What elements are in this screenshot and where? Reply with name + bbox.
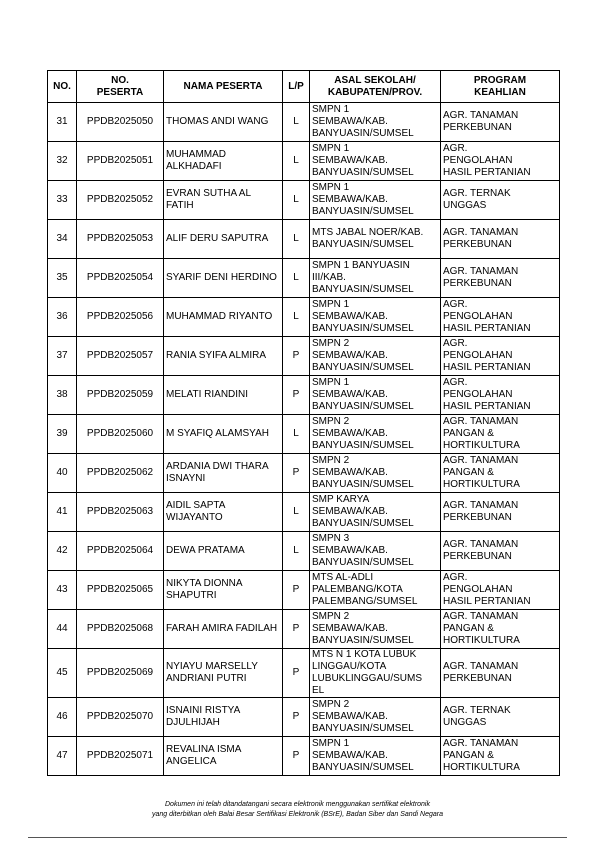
participant-name: FARAH AMIRA FADILAH xyxy=(164,610,283,649)
school-origin: SMPN 1 SEMBAWA/KAB. BANYUASIN/SUMSEL xyxy=(310,298,441,337)
row-number: 37 xyxy=(48,337,77,376)
table-row xyxy=(48,737,560,776)
row-number: 38 xyxy=(48,376,77,415)
participant-gender: L xyxy=(283,298,310,337)
program-expertise: AGR. TANAMAN PERKEBUNAN xyxy=(441,649,560,698)
school-origin: SMPN 2 SEMBAWA/KAB. BANYUASIN/SUMSEL xyxy=(310,415,441,454)
header-program: PROGRAM KEAHLIAN xyxy=(441,71,560,103)
row-number: 46 xyxy=(48,698,77,737)
participant-name: DEWA PRATAMA xyxy=(164,532,283,571)
table-row xyxy=(48,103,560,142)
table-row xyxy=(48,493,560,532)
school-origin: SMPN 2 SEMBAWA/KAB. BANYUASIN/SUMSEL xyxy=(310,337,441,376)
participant-name: RANIA SYIFA ALMIRA xyxy=(164,337,283,376)
table-row xyxy=(48,571,560,610)
participant-number: PPDB2025068 xyxy=(77,610,164,649)
header-gender: L/P xyxy=(283,71,310,103)
participant-gender: P xyxy=(283,649,310,698)
program-expertise: AGR. TANAMAN PERKEBUNAN xyxy=(441,493,560,532)
program-expertise: AGR. PENGOLAHAN HASIL PERTANIAN xyxy=(441,298,560,337)
participant-number: PPDB2025056 xyxy=(77,298,164,337)
participant-number: PPDB2025064 xyxy=(77,532,164,571)
school-origin: MTS JABAL NOER/KAB. BANYUASIN/SUMSEL xyxy=(310,220,441,259)
school-origin: SMPN 1 SEMBAWA/KAB. BANYUASIN/SUMSEL xyxy=(310,103,441,142)
school-origin: SMPN 1 SEMBAWA/KAB. BANYUASIN/SUMSEL xyxy=(310,376,441,415)
electronic-signature-notice xyxy=(0,800,595,820)
participant-name: REVALINA ISMA ANGELICA xyxy=(164,737,283,776)
school-origin: SMPN 2 SEMBAWA/KAB. BANYUASIN/SUMSEL xyxy=(310,698,441,737)
table-body xyxy=(48,103,560,776)
participant-gender: P xyxy=(283,571,310,610)
school-origin: SMPN 1 SEMBAWA/KAB. BANYUASIN/SUMSEL xyxy=(310,181,441,220)
program-expertise: AGR. TANAMAN PERKEBUNAN xyxy=(441,532,560,571)
table-row xyxy=(48,415,560,454)
participant-number: PPDB2025050 xyxy=(77,103,164,142)
table-row xyxy=(48,649,560,698)
participant-number: PPDB2025070 xyxy=(77,698,164,737)
table-row xyxy=(48,142,560,181)
participant-name: M SYAFIQ ALAMSYAH xyxy=(164,415,283,454)
participant-name: SYARIF DENI HERDINO xyxy=(164,259,283,298)
row-number: 35 xyxy=(48,259,77,298)
header-school-origin: ASAL SEKOLAH/ KABUPATEN/PROV. xyxy=(310,71,441,103)
participant-number: PPDB2025065 xyxy=(77,571,164,610)
footer-line-2: yang diterbitkan oleh Balai Besar Sertifikasi Elektronik (BSrE), Badan Siber dan Sandi Negara xyxy=(151,811,444,818)
school-origin: SMPN 1 SEMBAWA/KAB. BANYUASIN/SUMSEL xyxy=(310,737,441,776)
row-number: 40 xyxy=(48,454,77,493)
school-origin: SMPN 1 BANYUASIN III/KAB. BANYUASIN/SUMSEL xyxy=(310,259,441,298)
participant-gender: L xyxy=(283,220,310,259)
row-number: 41 xyxy=(48,493,77,532)
program-expertise: AGR. TANAMAN PANGAN & HORTIKULTURA xyxy=(441,454,560,493)
participant-table xyxy=(47,70,560,776)
school-origin: SMPN 2 SEMBAWA/KAB. BANYUASIN/SUMSEL xyxy=(310,610,441,649)
table-row xyxy=(48,259,560,298)
program-expertise: AGR. TERNAK UNGGAS xyxy=(441,698,560,737)
participant-gender: L xyxy=(283,103,310,142)
participant-gender: L xyxy=(283,181,310,220)
table-header-row xyxy=(48,71,560,103)
row-number: 43 xyxy=(48,571,77,610)
table-row xyxy=(48,337,560,376)
school-origin: MTS N 1 KOTA LUBUK LINGGAU/KOTA LUBUKLINGGAU/SUMS EL xyxy=(310,649,441,698)
participant-gender: L xyxy=(283,532,310,571)
row-number: 42 xyxy=(48,532,77,571)
participant-number: PPDB2025063 xyxy=(77,493,164,532)
row-number: 39 xyxy=(48,415,77,454)
header-participant-number: NO. PESERTA xyxy=(77,71,164,103)
footer-divider xyxy=(28,837,567,838)
row-number: 33 xyxy=(48,181,77,220)
school-origin: SMPN 3 SEMBAWA/KAB. BANYUASIN/SUMSEL xyxy=(310,532,441,571)
row-number: 36 xyxy=(48,298,77,337)
participant-name: MUHAMMAD ALKHADAFI xyxy=(164,142,283,181)
footer-line-1: Dokumen ini telah ditandatangani secara elektronik menggunakan sertifikat elektronik xyxy=(165,801,430,808)
row-number: 34 xyxy=(48,220,77,259)
participant-gender: L xyxy=(283,415,310,454)
program-expertise: AGR. PENGOLAHAN HASIL PERTANIAN xyxy=(441,142,560,181)
participant-name: AIDIL SAPTA WIJAYANTO xyxy=(164,493,283,532)
participant-number: PPDB2025060 xyxy=(77,415,164,454)
program-expertise: AGR. TANAMAN PANGAN & HORTIKULTURA xyxy=(441,737,560,776)
participant-gender: L xyxy=(283,142,310,181)
program-expertise: AGR. PENGOLAHAN HASIL PERTANIAN xyxy=(441,571,560,610)
row-number: 44 xyxy=(48,610,77,649)
participant-gender: P xyxy=(283,337,310,376)
program-expertise: AGR. PENGOLAHAN HASIL PERTANIAN xyxy=(441,337,560,376)
participant-number: PPDB2025057 xyxy=(77,337,164,376)
table-row xyxy=(48,220,560,259)
table-row xyxy=(48,698,560,737)
participant-gender: P xyxy=(283,698,310,737)
participant-gender: P xyxy=(283,376,310,415)
participant-name: NYIAYU MARSELLY ANDRIANI PUTRI xyxy=(164,649,283,698)
participant-gender: P xyxy=(283,737,310,776)
table-row xyxy=(48,454,560,493)
program-expertise: AGR. TANAMAN PERKEBUNAN xyxy=(441,220,560,259)
participant-name: ISNAINI RISTYA DJULHIJAH xyxy=(164,698,283,737)
participant-number: PPDB2025062 xyxy=(77,454,164,493)
table-row xyxy=(48,610,560,649)
row-number: 31 xyxy=(48,103,77,142)
participant-number: PPDB2025053 xyxy=(77,220,164,259)
school-origin: SMP KARYA SEMBAWA/KAB. BANYUASIN/SUMSEL xyxy=(310,493,441,532)
row-number: 32 xyxy=(48,142,77,181)
school-origin: MTS AL-ADLI PALEMBANG/KOTA PALEMBANG/SUMSEL xyxy=(310,571,441,610)
participant-number: PPDB2025069 xyxy=(77,649,164,698)
program-expertise: AGR. TANAMAN PANGAN & HORTIKULTURA xyxy=(441,610,560,649)
table-row xyxy=(48,298,560,337)
table-row xyxy=(48,376,560,415)
header-participant-name: NAMA PESERTA xyxy=(164,71,283,103)
table-row xyxy=(48,532,560,571)
participant-gender: L xyxy=(283,493,310,532)
participant-number: PPDB2025052 xyxy=(77,181,164,220)
participant-gender: P xyxy=(283,454,310,493)
program-expertise: AGR. TANAMAN PERKEBUNAN xyxy=(441,103,560,142)
participant-number: PPDB2025071 xyxy=(77,737,164,776)
school-origin: SMPN 2 SEMBAWA/KAB. BANYUASIN/SUMSEL xyxy=(310,454,441,493)
participant-number: PPDB2025059 xyxy=(77,376,164,415)
table-row xyxy=(48,181,560,220)
participant-name: EVRAN SUTHA AL FATIH xyxy=(164,181,283,220)
participant-name: MELATI RIANDINI xyxy=(164,376,283,415)
program-expertise: AGR. TANAMAN PANGAN & HORTIKULTURA xyxy=(441,415,560,454)
participant-gender: P xyxy=(283,610,310,649)
participant-name: MUHAMMAD RIYANTO xyxy=(164,298,283,337)
participant-name: ALIF DERU SAPUTRA xyxy=(164,220,283,259)
participant-name: ARDANIA DWI THARA ISNAYNI xyxy=(164,454,283,493)
program-expertise: AGR. PENGOLAHAN HASIL PERTANIAN xyxy=(441,376,560,415)
row-number: 47 xyxy=(48,737,77,776)
participant-number: PPDB2025051 xyxy=(77,142,164,181)
participant-gender: L xyxy=(283,259,310,298)
participant-number: PPDB2025054 xyxy=(77,259,164,298)
program-expertise: AGR. TERNAK UNGGAS xyxy=(441,181,560,220)
row-number: 45 xyxy=(48,649,77,698)
participant-name: THOMAS ANDI WANG xyxy=(164,103,283,142)
program-expertise: AGR. TANAMAN PERKEBUNAN xyxy=(441,259,560,298)
header-no: NO. xyxy=(48,71,77,103)
participant-name: NIKYTA DIONNA SHAPUTRI xyxy=(164,571,283,610)
school-origin: SMPN 1 SEMBAWA/KAB. BANYUASIN/SUMSEL xyxy=(310,142,441,181)
